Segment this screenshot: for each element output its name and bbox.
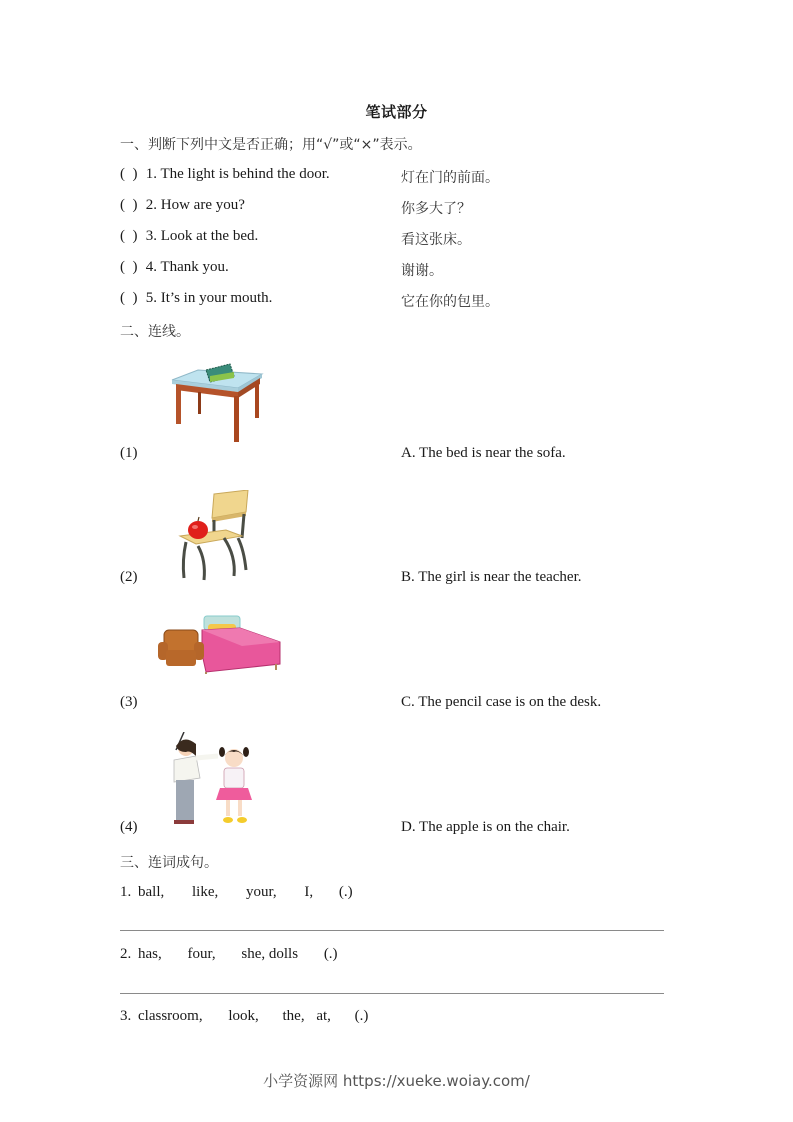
word: I, — [304, 884, 314, 900]
word: at, — [316, 1008, 331, 1024]
picture-label-3: (3) — [120, 694, 138, 710]
answer-paren[interactable]: ( ) — [120, 290, 138, 306]
judge-item-1 — [120, 166, 330, 183]
word-order-item-2 — [120, 946, 338, 963]
word: four, — [187, 946, 216, 962]
chinese-translation-4: 谢谢。 — [401, 263, 443, 279]
desk-with-pencil-case-icon — [168, 362, 264, 444]
chinese-translation-5: 它在你的包里。 — [401, 294, 499, 310]
judge-item-4 — [120, 259, 229, 276]
judge-item-5 — [120, 290, 272, 307]
word: (.) — [338, 884, 353, 900]
match-option-d[interactable]: D. The apple is on the chair. — [401, 819, 570, 835]
item-number: 2. — [120, 946, 132, 962]
chinese-translation-2: 你多大了？ — [401, 201, 471, 217]
english-sentence: 5. It’s in your mouth. — [145, 290, 273, 306]
match-option-b[interactable]: B. The girl is near the teacher. — [401, 569, 582, 585]
answer-paren[interactable]: ( ) — [120, 166, 138, 182]
english-sentence: 3. Look at the bed. — [145, 228, 259, 244]
word: she, dolls — [241, 946, 299, 962]
match-option-c[interactable]: C. The pencil case is on the desk. — [401, 694, 602, 710]
picture-label-2: (2) — [120, 569, 138, 585]
footer-watermark: 小学资源网 https://xueke.woiay.com/ — [263, 1072, 530, 1090]
word: (.) — [323, 946, 338, 962]
answer-paren[interactable]: ( ) — [120, 259, 138, 275]
judge-item-2 — [120, 197, 245, 214]
section2-heading: 二、连线。 — [120, 324, 190, 340]
chinese-translation-3: 看这张床。 — [401, 232, 471, 248]
word: like, — [192, 884, 219, 900]
english-sentence: 1. The light is behind the door. — [145, 166, 330, 182]
section1-heading: 一、判断下列中文是否正确；用“√”或“×”表示。 — [120, 137, 422, 153]
word: your, — [246, 884, 277, 900]
answer-paren[interactable]: ( ) — [120, 228, 138, 244]
teacher-and-girl-icon — [162, 732, 258, 830]
answer-paren[interactable]: ( ) — [120, 197, 138, 213]
judge-item-3 — [120, 228, 258, 245]
item-number: 1. — [120, 884, 132, 900]
section3-heading: 三、连词成句。 — [120, 855, 218, 871]
answer-line-1[interactable] — [120, 930, 664, 931]
match-option-a[interactable]: A. The bed is near the sofa. — [401, 445, 566, 461]
item-number: 3. — [120, 1008, 132, 1024]
picture-label-1: (1) — [120, 445, 138, 461]
word-order-item-1 — [120, 884, 353, 901]
word: classroom, — [138, 1008, 203, 1024]
chair-with-apple-icon — [176, 490, 254, 582]
english-sentence: 2. How are you? — [145, 197, 245, 213]
sofa-and-bed-icon — [156, 614, 282, 674]
english-sentence: 4. Thank you. — [145, 259, 229, 275]
picture-label-4: (4) — [120, 819, 138, 835]
page-title: 笔试部分 — [365, 103, 428, 121]
chinese-translation-1: 灯在门的前面。 — [401, 170, 499, 186]
word: the, — [282, 1008, 305, 1024]
word: look, — [228, 1008, 259, 1024]
answer-line-2[interactable] — [120, 993, 664, 994]
word: ball, — [138, 884, 165, 900]
word: has, — [138, 946, 162, 962]
word: (.) — [354, 1008, 369, 1024]
word-order-item-3 — [120, 1008, 368, 1025]
